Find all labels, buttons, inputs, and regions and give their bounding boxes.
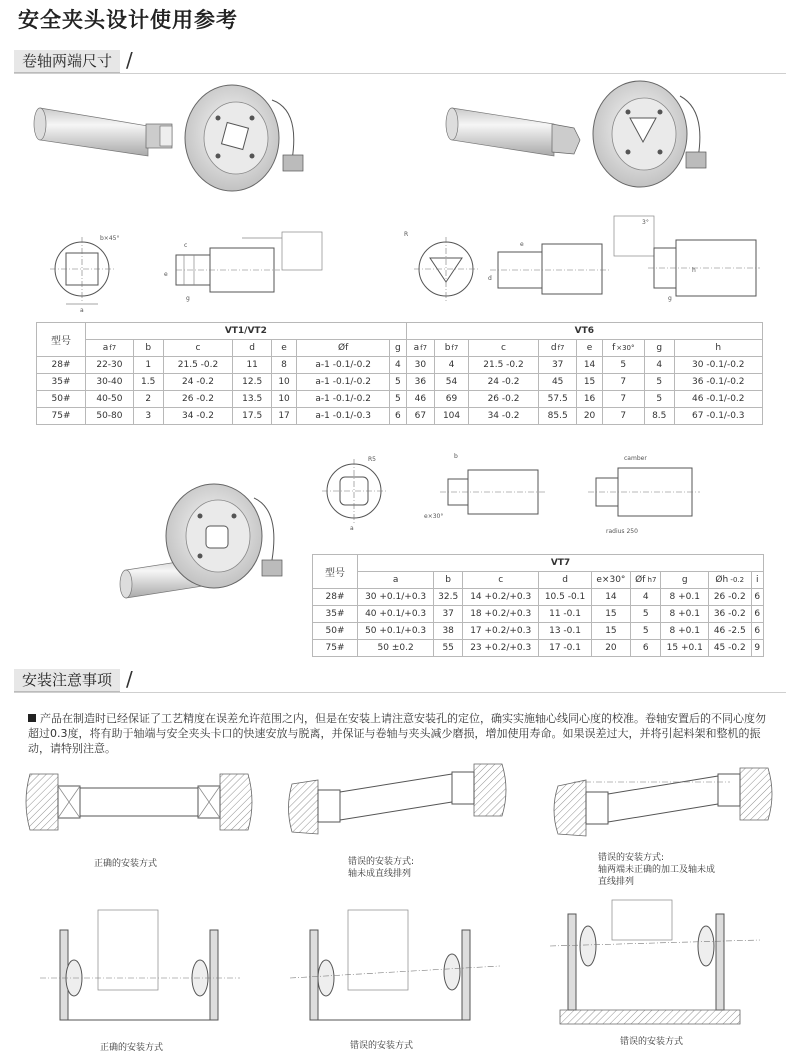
section-header-installation	[14, 669, 154, 691]
column-header	[751, 572, 763, 589]
column-header	[631, 572, 661, 589]
dim-label-c: c	[184, 242, 188, 249]
column-header	[233, 340, 271, 357]
dim-label-d: d	[488, 275, 492, 282]
column-header-label: c	[498, 575, 504, 585]
column-header-label: h	[715, 343, 722, 353]
value-cell: 8.5	[644, 408, 674, 425]
value-cell: 1.5	[133, 374, 163, 391]
column-header	[644, 340, 674, 357]
model-cell: 35#	[313, 606, 358, 623]
value-cell: 38	[434, 623, 463, 640]
value-cell: a-1 -0.1/-0.3	[297, 408, 390, 425]
model-cell: 50#	[37, 391, 86, 408]
install-diagram-wrong-1	[289, 764, 507, 834]
column-header-label: b	[444, 343, 451, 353]
value-cell: 104	[434, 408, 468, 425]
column-header	[591, 572, 630, 589]
value-cell: 8 +0.1	[661, 606, 709, 623]
install-diagram-correct-1	[26, 774, 252, 830]
value-cell: 17.5	[233, 408, 271, 425]
value-cell: 30 +0.1/+0.3	[358, 589, 434, 606]
value-cell: 6	[390, 408, 406, 425]
table-row	[313, 606, 764, 623]
value-cell: 67 -0.1/-0.3	[674, 408, 762, 425]
column-header-label: c	[501, 343, 506, 353]
caption-correct-1: 正确的安装方式	[94, 859, 158, 869]
group-header-vt1-vt2: VT1/VT2	[86, 323, 407, 340]
column-header-row	[37, 340, 763, 357]
value-cell: 22-30	[86, 357, 134, 374]
dim-label-3deg: 3°	[642, 219, 649, 226]
model-cell: 50#	[313, 623, 358, 640]
value-cell: 8	[271, 357, 296, 374]
dim-label-e30: e×30°	[424, 513, 444, 520]
section-slash: /	[126, 48, 133, 72]
value-cell: 24 -0.2	[469, 374, 539, 391]
value-cell: 17	[271, 408, 296, 425]
column-header	[271, 340, 296, 357]
column-header-label: Øf	[635, 575, 646, 585]
value-cell: 12.5	[233, 374, 271, 391]
value-cell: 50 ±0.2	[358, 640, 434, 657]
value-cell: 4	[390, 357, 406, 374]
install-diagram-wrong-4	[550, 900, 760, 1024]
value-cell: 5	[631, 606, 661, 623]
column-header	[297, 340, 390, 357]
value-cell: 7	[602, 408, 644, 425]
column-header-label: Øf	[338, 343, 349, 353]
value-cell: 16	[577, 391, 602, 408]
value-cell: 36 -0.2	[708, 606, 751, 623]
value-cell: 7	[602, 391, 644, 408]
dim-label-e: e	[164, 271, 168, 278]
value-cell: 34 -0.2	[469, 408, 539, 425]
value-cell: 36 -0.1/-0.2	[674, 374, 762, 391]
value-cell: 14	[577, 357, 602, 374]
column-header-suffix: f7	[109, 344, 117, 352]
value-cell: 15	[577, 374, 602, 391]
caption-line: 直线排列	[598, 877, 635, 887]
column-header-label: Øh	[715, 575, 729, 585]
value-cell: 32.5	[434, 589, 463, 606]
value-cell: 46	[406, 391, 434, 408]
value-cell: 8 +0.1	[661, 623, 709, 640]
value-cell: 50-80	[86, 408, 134, 425]
column-header	[661, 572, 709, 589]
dim-label-b: b	[454, 453, 458, 460]
caption-wrong-4: 错误的安装方式	[620, 1037, 684, 1047]
note-text: 产品在制造时已经保证了工艺精度在误差允许范围之内，但是在安装上请注意安装孔的定位，确实实施轴心线同心度的校准。卷轴安置后的不同心度勿超过0.3度，将有助于轴端与安全夹头卡口的快速安放与脱离，并保证与卷轴与夹头减少磨损，增加使用寿命。如果误差过大，并将引起料架和整机的振动，请特别注意。	[28, 712, 766, 755]
value-cell: 45 -0.2	[708, 640, 751, 657]
dim-label-h: h	[692, 267, 696, 274]
column-header-label: a	[392, 575, 399, 585]
value-cell: 36	[406, 374, 434, 391]
value-cell: 7	[602, 374, 644, 391]
value-cell: 11 -0.1	[539, 606, 591, 623]
column-header-label: e	[281, 343, 287, 353]
value-cell: 55	[434, 640, 463, 657]
value-cell: 10.5 -0.1	[539, 589, 591, 606]
value-cell: 24 -0.2	[163, 374, 233, 391]
column-header	[539, 572, 591, 589]
value-cell: 15 +0.1	[661, 640, 709, 657]
value-cell: 10	[271, 374, 296, 391]
value-cell: 45	[538, 374, 576, 391]
column-header	[133, 340, 163, 357]
column-header-row	[313, 572, 764, 589]
dim-label-camber: camber	[624, 455, 647, 462]
value-cell: 6	[751, 606, 763, 623]
model-cell: 28#	[313, 589, 358, 606]
column-header-label: a	[102, 343, 109, 353]
value-cell: 14 +0.2/+0.3	[463, 589, 539, 606]
value-cell: 21.5 -0.2	[469, 357, 539, 374]
value-cell: 40-50	[86, 391, 134, 408]
column-header-label: b	[145, 343, 152, 353]
column-header-label: c	[195, 343, 201, 353]
value-cell: 5	[631, 623, 661, 640]
page-title: 安全夹头设计使用参考	[18, 8, 238, 32]
column-header	[577, 340, 602, 357]
column-header	[674, 340, 762, 357]
vt1-dimension-drawing	[50, 232, 322, 314]
value-cell: 26 -0.2	[163, 391, 233, 408]
install-diagram-correct-2	[40, 910, 240, 1020]
value-cell: 46 -0.1/-0.2	[674, 391, 762, 408]
value-cell: 6	[631, 640, 661, 657]
column-header-label: d	[249, 343, 256, 353]
column-header-suffix: -0.2	[728, 576, 745, 584]
column-header-label: b	[445, 575, 452, 585]
column-header	[463, 572, 539, 589]
value-cell: 13 -0.1	[539, 623, 591, 640]
column-header-label: g	[395, 343, 401, 353]
value-cell: 20	[577, 408, 602, 425]
column-header	[602, 340, 644, 357]
column-header-label: e×30°	[596, 575, 626, 585]
value-cell: 9	[751, 640, 763, 657]
column-header-label: i	[756, 575, 759, 585]
table-row	[37, 374, 763, 391]
value-cell: 3	[133, 408, 163, 425]
table-row	[37, 357, 763, 374]
value-cell: 5	[390, 391, 406, 408]
column-header	[390, 340, 406, 357]
column-header-label: f	[612, 343, 616, 353]
value-cell: 15	[591, 623, 630, 640]
value-cell: 15	[591, 606, 630, 623]
column-header-label: d	[562, 575, 568, 585]
value-cell: 85.5	[538, 408, 576, 425]
chuck-illustration-vt6	[446, 81, 706, 187]
table-row	[37, 391, 763, 408]
value-cell: 10	[271, 391, 296, 408]
value-cell: 5	[602, 357, 644, 374]
table-body	[37, 357, 763, 425]
value-cell: 34 -0.2	[163, 408, 233, 425]
value-cell: 69	[434, 391, 468, 408]
section-divider	[14, 692, 786, 693]
section-title: 卷轴两端尺寸	[14, 50, 120, 74]
spec-table-vt7	[312, 554, 764, 657]
group-header-vt6: VT6	[406, 323, 762, 340]
column-header-suffix: h7	[645, 576, 657, 584]
group-header-vt7: VT7	[358, 555, 764, 572]
column-header	[86, 340, 134, 357]
model-cell: 35#	[37, 374, 86, 391]
dim-label-ref: R	[404, 231, 409, 238]
value-cell: 5	[390, 374, 406, 391]
value-cell: 30	[406, 357, 434, 374]
dim-label-radius: radius 250	[606, 528, 638, 535]
table-row	[313, 623, 764, 640]
install-diagram-wrong-2	[554, 768, 772, 836]
column-header-label: g	[656, 343, 663, 353]
table-row	[37, 408, 763, 425]
model-cell: 75#	[313, 640, 358, 657]
table-body	[313, 589, 764, 657]
value-cell: 11	[233, 357, 271, 374]
column-header-suffix: f7	[420, 344, 428, 352]
chuck-illustration-vt1	[34, 85, 303, 191]
value-cell: 4	[434, 357, 468, 374]
value-cell: 4	[644, 357, 674, 374]
installation-note	[28, 711, 776, 756]
column-header-label: e	[586, 343, 593, 353]
value-cell: 46 -2.5	[708, 623, 751, 640]
value-cell: 17 -0.1	[539, 640, 591, 657]
vt7-dimension-drawing	[322, 453, 700, 535]
dim-label-r5: R5	[368, 456, 376, 463]
value-cell: 8 +0.1	[661, 589, 709, 606]
section-title: 安装注意事项	[14, 669, 120, 693]
section-slash: /	[126, 667, 133, 691]
value-cell: 20	[591, 640, 630, 657]
value-cell: 21.5 -0.2	[163, 357, 233, 374]
dim-label-a: a	[350, 525, 354, 532]
column-header	[708, 572, 751, 589]
column-header-suffix: f7	[451, 344, 459, 352]
caption-line: 错误的安装方式:	[598, 853, 665, 863]
value-cell: 5	[644, 374, 674, 391]
bullet-square-icon	[28, 714, 36, 722]
value-cell: 6	[751, 589, 763, 606]
column-header-suffix: f7	[557, 344, 565, 352]
caption-line: 错误的安装方式:	[348, 857, 415, 867]
model-header: 型号	[37, 323, 86, 357]
model-cell: 28#	[37, 357, 86, 374]
value-cell: a-1 -0.1/-0.2	[297, 374, 390, 391]
value-cell: a-1 -0.1/-0.2	[297, 391, 390, 408]
value-cell: a-1 -0.1/-0.2	[297, 357, 390, 374]
column-header	[434, 340, 468, 357]
value-cell: 40 +0.1/+0.3	[358, 606, 434, 623]
value-cell: 5	[644, 391, 674, 408]
dim-label-g: g	[668, 295, 672, 302]
value-cell: 26 -0.2	[469, 391, 539, 408]
column-header	[406, 340, 434, 357]
value-cell: 50 +0.1/+0.3	[358, 623, 434, 640]
model-cell: 75#	[37, 408, 86, 425]
value-cell: 54	[434, 374, 468, 391]
dim-label-g: g	[186, 295, 190, 302]
value-cell: 2	[133, 391, 163, 408]
column-header-suffix: ×30°	[616, 344, 635, 352]
install-diagram-wrong-3	[290, 910, 500, 1020]
spec-table-vt1-vt6	[36, 322, 763, 425]
column-header	[163, 340, 233, 357]
value-cell: 37	[434, 606, 463, 623]
caption-wrong-3: 错误的安装方式	[350, 1041, 414, 1051]
value-cell: 23 +0.2/+0.3	[463, 640, 539, 657]
dim-label-a: a	[80, 307, 84, 314]
caption-line: 轴两端未正确的加工及轴未成	[598, 865, 716, 875]
column-header	[358, 572, 434, 589]
model-header: 型号	[313, 555, 358, 589]
value-cell: 26 -0.2	[708, 589, 751, 606]
column-header-label: d	[550, 343, 557, 353]
value-cell: 37	[538, 357, 576, 374]
caption-wrong-2	[598, 852, 715, 888]
chuck-illustration-vt7	[120, 484, 282, 598]
value-cell: 17 +0.2/+0.3	[463, 623, 539, 640]
value-cell: 14	[591, 589, 630, 606]
value-cell: 1	[133, 357, 163, 374]
table-row	[313, 589, 764, 606]
dim-label-e: e	[520, 241, 524, 248]
caption-correct-2: 正确的安装方式	[100, 1043, 164, 1053]
value-cell: 6	[751, 623, 763, 640]
value-cell: 57.5	[538, 391, 576, 408]
value-cell: 67	[406, 408, 434, 425]
caption-line: 轴未成直线排列	[348, 869, 412, 879]
value-cell: 30 -0.1/-0.2	[674, 357, 762, 374]
table-row	[313, 640, 764, 657]
column-header-label: a	[413, 343, 420, 353]
value-cell: 13.5	[233, 391, 271, 408]
dim-label-chamfer: b×45°	[100, 235, 120, 242]
vt6-dimension-drawing	[404, 216, 760, 302]
value-cell: 18 +0.2/+0.3	[463, 606, 539, 623]
column-header	[538, 340, 576, 357]
value-cell: 30-40	[86, 374, 134, 391]
column-header	[434, 572, 463, 589]
column-header-label: g	[681, 575, 688, 585]
value-cell: 4	[631, 589, 661, 606]
caption-wrong-1	[348, 856, 414, 880]
column-header	[469, 340, 539, 357]
